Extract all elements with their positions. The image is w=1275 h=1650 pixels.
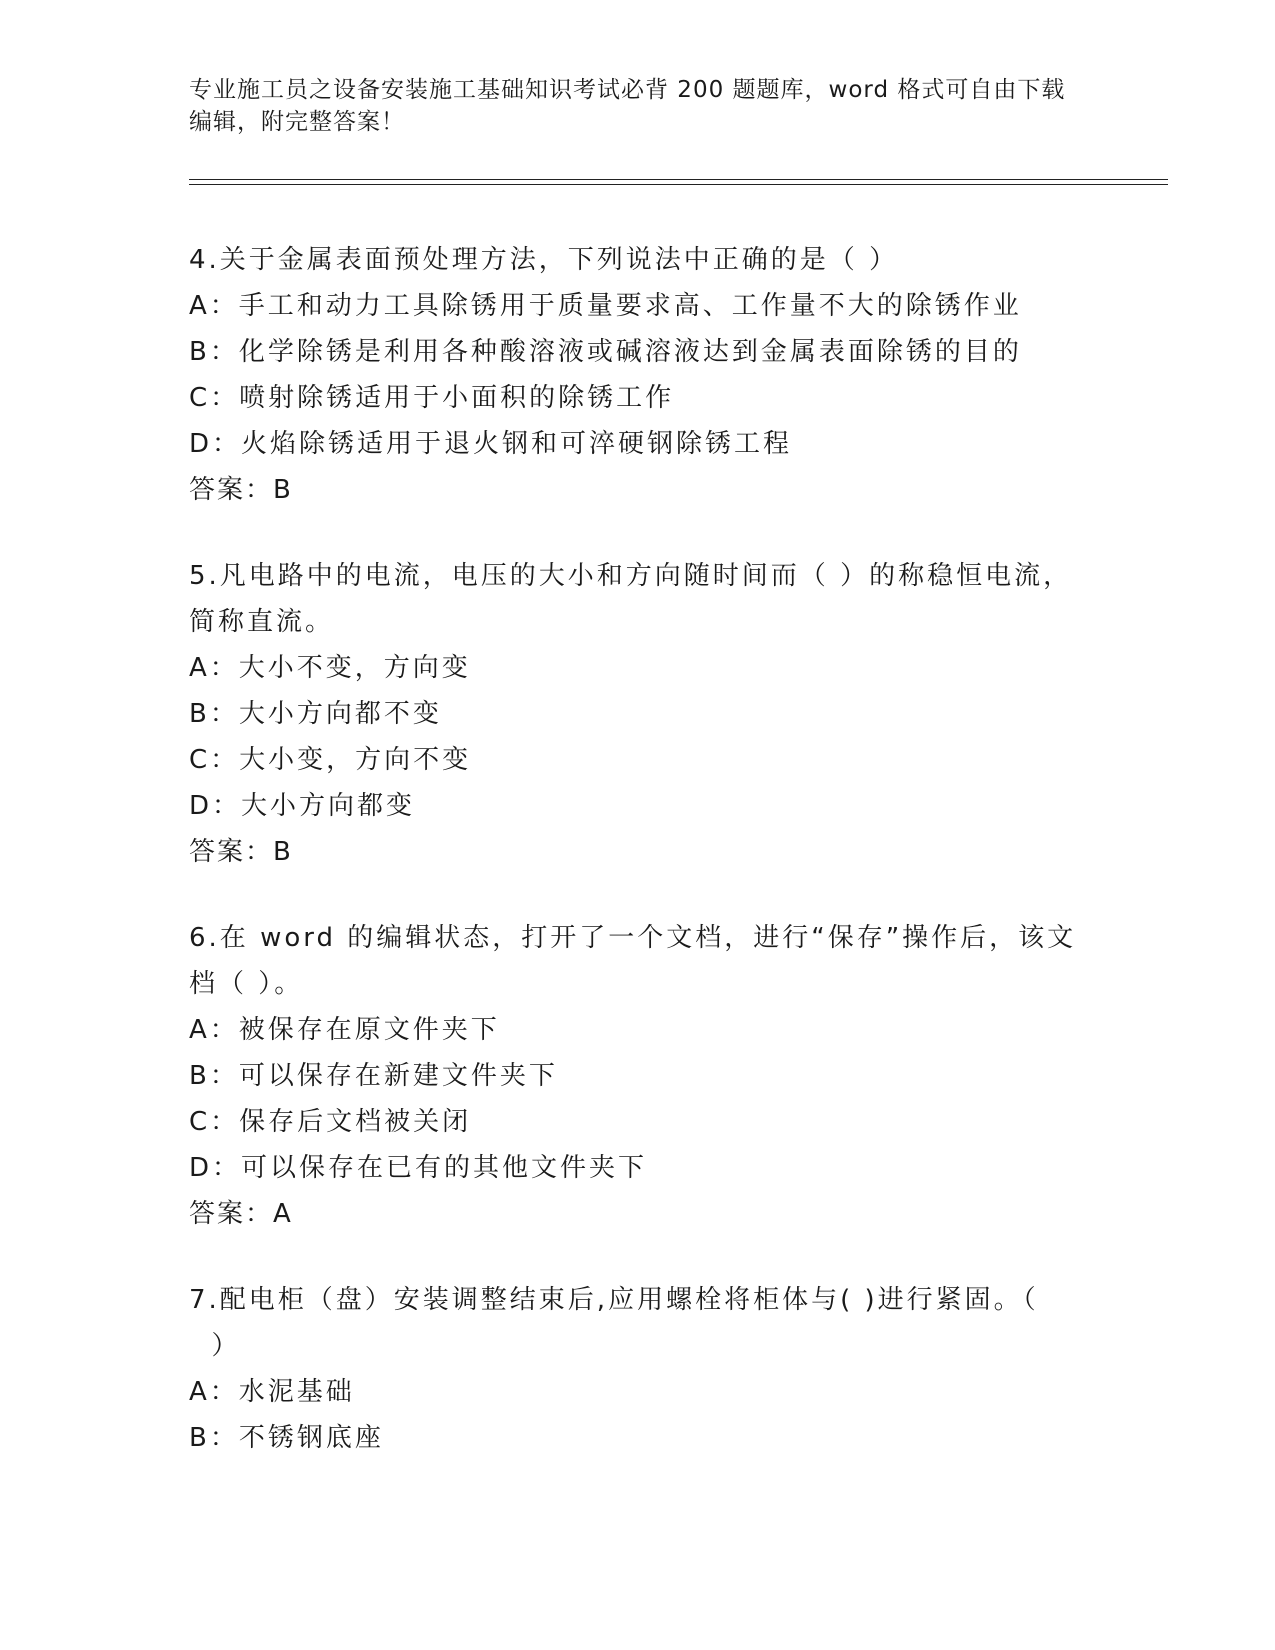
option-c: C：大小变，方向不变	[189, 745, 472, 775]
header-divider-bottom	[189, 184, 1168, 185]
option-a: A：水泥基础	[189, 1377, 355, 1407]
question-5	[189, 553, 1089, 875]
answer: 答案：A	[189, 1199, 293, 1229]
header-line-1: 专业施工员之设备安装施工基础知识考试必背 200 题题库，word 格式可自由下载	[189, 77, 1066, 103]
question-stem-continued: 简称直流。	[189, 607, 335, 637]
question-4	[189, 237, 1089, 513]
question-stem: 6.在 word 的编辑状态，打开了一个文档，进行“保存”操作后，该文	[189, 923, 1077, 953]
question-6	[189, 915, 1089, 1237]
question-stem: 5.凡电路中的电流，电压的大小和方向随时间而（ ）的称稳恒电流，	[189, 561, 1073, 591]
option-a: A：大小不变，方向变	[189, 653, 471, 683]
option-d: D：可以保存在已有的其他文件夹下	[189, 1153, 648, 1183]
option-d: D：火焰除锈适用于退火钢和可淬硬钢除锈工程	[189, 429, 793, 459]
question-list	[189, 237, 1089, 1501]
option-d: D：大小方向都变	[189, 791, 416, 821]
header-line-2: 编辑，附完整答案！	[189, 109, 405, 135]
document-header	[189, 74, 1089, 138]
option-b: B：大小方向都不变	[189, 699, 442, 729]
option-b: B：可以保存在新建文件夹下	[189, 1061, 558, 1091]
answer: 答案：B	[189, 475, 293, 505]
question-7	[189, 1277, 1089, 1461]
option-b: B：化学除锈是利用各种酸溶液或碱溶液达到金属表面除锈的目的	[189, 337, 1022, 367]
answer: 答案：B	[189, 837, 293, 867]
question-stem-continued: ）	[189, 1331, 241, 1361]
header-divider-top	[189, 179, 1168, 180]
question-stem: 4.关于金属表面预处理方法，下列说法中正确的是（ ）	[189, 245, 899, 275]
question-stem: 7.配电柜（盘）安装调整结束后,应用螺栓将柜体与( )进行紧固。（	[189, 1285, 1039, 1315]
question-stem-continued: 档（ ）。	[189, 969, 304, 999]
option-c: C：喷射除锈适用于小面积的除锈工作	[189, 383, 675, 413]
option-a: A：被保存在原文件夹下	[189, 1015, 500, 1045]
option-c: C：保存后文档被关闭	[189, 1107, 472, 1137]
option-a: A：手工和动力工具除锈用于质量要求高、工作量不大的除锈作业	[189, 291, 1022, 321]
option-b: B：不锈钢底座	[189, 1423, 384, 1453]
